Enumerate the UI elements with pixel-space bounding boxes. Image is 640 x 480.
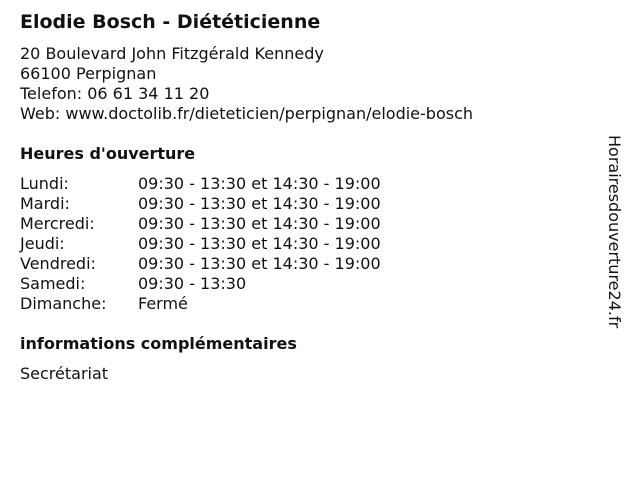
contact-block (20, 44, 473, 124)
additional-info-heading: informations complémentaires (20, 334, 297, 353)
site-watermark: Horairesdouverture24.fr (605, 135, 624, 329)
time-value: 09:30 - 13:30 et 14:30 - 19:00 (138, 174, 381, 193)
time-value: 09:30 - 13:30 et 14:30 - 19:00 (138, 214, 381, 233)
day-label: Mardi: (20, 194, 70, 213)
day-label: Jeudi: (20, 234, 65, 253)
page-title: Elodie Bosch - Diététicienne (20, 11, 321, 33)
day-label: Mercredi: (20, 214, 95, 233)
street-address: 20 Boulevard John Fitzgérald Kennedy (20, 44, 324, 63)
day-label: Dimanche: (20, 294, 107, 313)
website-link[interactable]: Web: www.doctolib.fr/dieteticien/perpignan/elodie-bosch (20, 104, 473, 123)
phone-number: Telefon: 06 61 34 11 20 (20, 84, 210, 103)
day-label: Lundi: (20, 174, 69, 193)
day-label: Samedi: (20, 274, 86, 293)
day-label: Vendredi: (20, 254, 96, 273)
time-value: 09:30 - 13:30 et 14:30 - 19:00 (138, 254, 381, 273)
additional-info-text: Secrétariat (20, 364, 109, 383)
city-address: 66100 Perpignan (20, 64, 157, 83)
time-value: Fermé (138, 294, 188, 313)
time-value: 09:30 - 13:30 (138, 274, 247, 293)
opening-hours-heading: Heures d'ouverture (20, 144, 196, 163)
time-value: 09:30 - 13:30 et 14:30 - 19:00 (138, 234, 381, 253)
time-value: 09:30 - 13:30 et 14:30 - 19:00 (138, 194, 381, 213)
